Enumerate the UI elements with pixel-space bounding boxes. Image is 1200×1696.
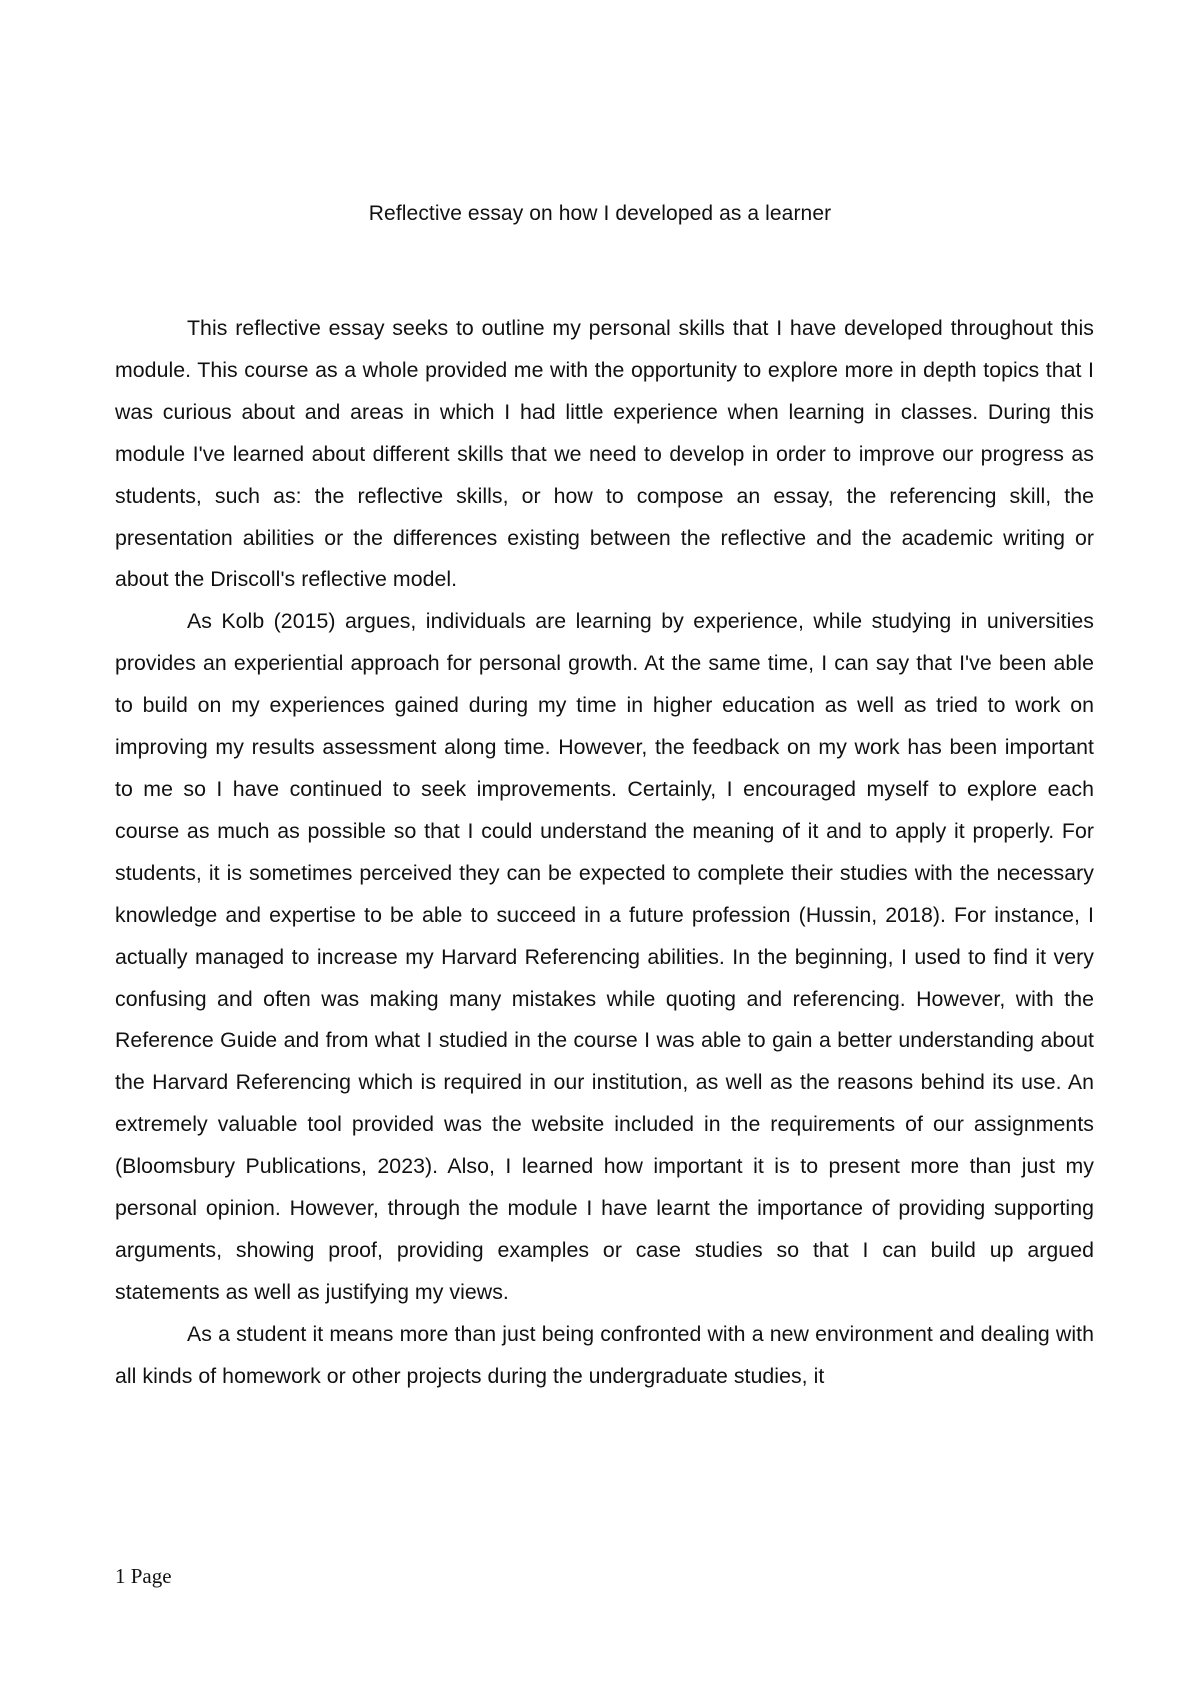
paragraph-intro: This reflective essay seeks to outline my personal skills that I have developed throughout this module. This course as a whole provided me with the opportunity to explore more in depth topics that I was curious about and areas in which I had little experience when learning in classes. During this module I've learned about different skills that we need to develop in order to improve our progress as students, such as: the reflective skills, or how to compose an essay, the referencing skill, the presentation abilities or the differences existing between the reflective and the academic writing or about the Driscoll's reflective model. [115, 316, 1094, 592]
document-title: Reflective essay on how I developed as a learner [368, 202, 832, 225]
paragraph-kolb: As Kolb (2015) argues, individuals are learning by experience, while studying in universities provides an experiential approach for personal growth. At the same time, I can say that I've been able to build on my experiences gained during my time in higher education as well as tried to work on improving my results assessment along time. However, the feedback on my work has been important to me so I have continued to seek improvements. Certainly, I encouraged myself to explore each course as much as possible so that I could understand the meaning of it and to apply it properly. For students, it is sometimes perceived they can be expected to complete their studies with the necessary knowledge and expertise to be able to succeed in a future profession (Hussin, 2018). For instance, I actually managed to increase my Harvard Referencing abilities. In the beginning, I used to find it very confusing and often was making many mistakes while quoting and referencing. However, with the Reference Guide and from what I studied in the course I was able to gain a better understanding about the Harvard Referencing which is required in our institution, as well as the reasons behind its use. An extremely valuable tool provided was the website included in the requirements of our assignments (Bloomsbury Publications, 2023). Also, I learned how important it is to present more than just my personal opinion. However, through the module I have learnt the importance of providing supporting arguments, showing proof, providing examples or case studies so that I can build up argued statements as well as justifying my views. [115, 609, 1094, 1304]
essay-body [115, 308, 1094, 1398]
page-number-footer: 1 Page [115, 1564, 172, 1588]
paragraph-student: As a student it means more than just being confronted with a new environment and dealing with all kinds of homework or other projects during the undergraduate studies, it [115, 1321, 1094, 1388]
